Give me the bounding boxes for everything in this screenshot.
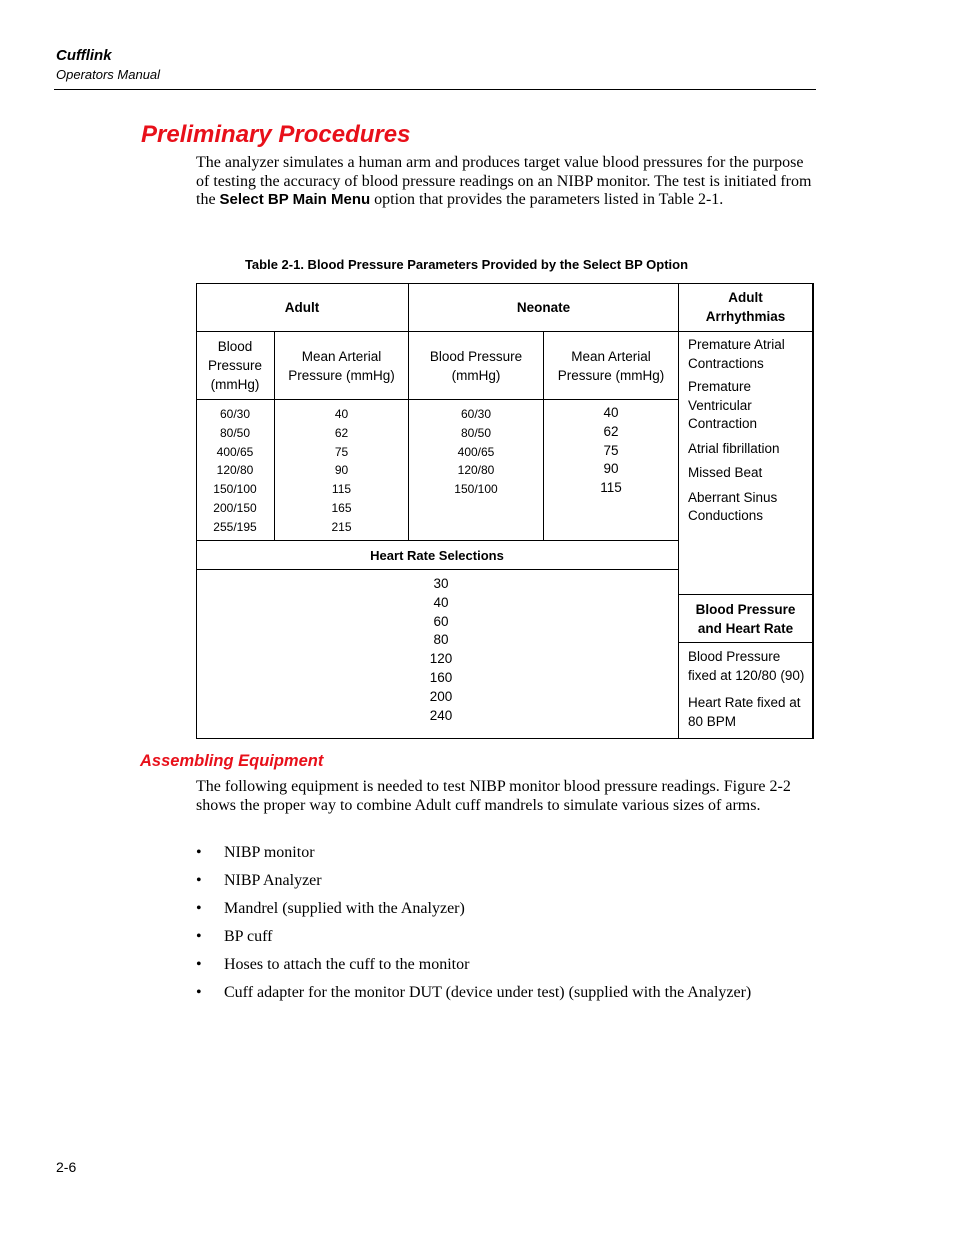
fixed-bp-hr-text — [688, 648, 814, 731]
header-arrhythmias-line2: Arrhythmias — [705, 309, 786, 324]
subheader-neonate-map — [544, 332, 678, 399]
heart-rate-value: 120 — [429, 651, 453, 667]
value-cell: 255/195 — [213, 519, 257, 534]
heart-rate-title: Heart Rate Selections — [370, 547, 504, 563]
neonate-map-values — [544, 404, 678, 498]
value-cell: 115 — [600, 480, 622, 496]
heart-rate-value: 30 — [433, 576, 449, 591]
header-subtitle: Operators Manual — [56, 67, 161, 82]
subheader-neonate-map-line: Pressure (mmHg) — [557, 367, 665, 383]
intro-paragraph — [196, 154, 816, 210]
heart-rate-value: 60 — [433, 613, 449, 629]
arrhythmia-line: Conductions — [688, 508, 764, 523]
bullet: • — [196, 928, 202, 945]
page-number: 2-6 — [56, 1159, 77, 1175]
arrhythmia-line: Premature — [688, 379, 752, 394]
heart-rate-value: 200 — [429, 688, 453, 704]
neonate-bp-values — [409, 405, 543, 499]
value-cell: 120/80 — [457, 463, 495, 478]
arrhythmia-item — [688, 336, 812, 373]
header-arrhythmias-line1: Adult — [728, 290, 763, 305]
header-adult: Adult — [284, 299, 320, 315]
subheader-neonate-map-line: Mean Arterial — [571, 348, 651, 364]
intro-text-a: The analyzer simulates a human arm and produces target value blood pressures for the purpose of testing the accuracy of blood pressure readings on an NIBP monitor. The test is initiated from the — [196, 154, 812, 209]
arrhythmia-item — [688, 464, 812, 483]
value-cell: 150/100 — [213, 482, 257, 497]
divider-heart-rate-title — [196, 569, 678, 570]
subheader-adult-map-line: Mean Arterial — [301, 348, 382, 364]
heart-rate-value: 160 — [429, 669, 453, 685]
value-cell: 75 — [603, 442, 619, 458]
value-cell: 60/30 — [219, 407, 251, 421]
arrhythmia-line: Premature Atrial — [688, 337, 785, 352]
adult-bp-values — [196, 405, 274, 537]
arrhythmia-line: Missed Beat — [688, 465, 763, 480]
bullet: • — [196, 956, 202, 973]
arrhythmia-line: Aberrant Sinus — [688, 489, 778, 505]
value-cell: 150/100 — [454, 482, 498, 497]
fixed-title-line: Blood Pressure — [695, 601, 796, 617]
header-rule — [54, 89, 816, 90]
subheader-adult-map — [275, 332, 408, 399]
bullet: • — [196, 984, 202, 1001]
subheader-adult-bp-line: (mmHg) — [210, 377, 260, 392]
heart-rate-value: 80 — [433, 632, 449, 648]
assembling-paragraph: The following equipment is needed to test NIBP monitor blood pressure readings. Figure 2-2 shows the proper way to combine Adult cuff mandrels to simulate various sizes of arms. — [196, 778, 791, 814]
subheader-adult-bp-line: Blood — [217, 339, 253, 354]
fixed-title-line: and Heart Rate — [697, 620, 794, 636]
table-caption: Table 2-1. Blood Pressure Parameters Provided by the Select BP Option — [244, 257, 689, 272]
list-item — [196, 871, 751, 899]
value-cell: 75 — [334, 444, 349, 459]
heart-rate-values — [196, 575, 686, 725]
list-item-text: NIBP monitor — [224, 844, 315, 861]
list-item-text: Hoses to attach the cuff to the monitor — [224, 956, 470, 973]
equipment-list — [196, 843, 751, 1011]
fixed-line: 80 BPM — [688, 713, 737, 729]
arrhythmia-line: Contraction — [688, 416, 758, 431]
value-cell: 215 — [331, 519, 352, 534]
intro-text-b: option that provides the parameters listed in Table 2-1. — [370, 191, 724, 209]
bp-parameters-table — [196, 283, 814, 739]
header-neonate: Neonate — [516, 299, 571, 315]
subheader-neonate-bp — [409, 332, 543, 399]
subheader-adult-map-line: Pressure (mmHg) — [288, 367, 395, 383]
value-cell: 115 — [331, 482, 352, 497]
arrhythmia-item — [688, 440, 812, 459]
value-cell: 120/80 — [216, 463, 254, 478]
list-item — [196, 927, 751, 955]
arrhythmias-list — [688, 336, 812, 526]
value-cell: 40 — [334, 407, 349, 421]
fixed-line: Heart Rate fixed at — [688, 695, 801, 710]
arrhythmia-line: Contractions — [688, 355, 764, 371]
adult-map-values — [275, 405, 408, 537]
value-cell: 165 — [331, 500, 352, 515]
fixed-line: Blood Pressure — [688, 649, 781, 664]
divider-subheader — [196, 399, 678, 400]
header-title: Cufflink — [56, 47, 112, 64]
list-item-text: Mandrel (supplied with the Analyzer) — [224, 900, 465, 917]
subheader-adult-bp-line: Pressure — [207, 358, 263, 373]
value-cell: 90 — [603, 461, 619, 477]
list-item-text: BP cuff — [224, 928, 273, 945]
list-item — [196, 899, 751, 927]
list-item — [196, 983, 751, 1011]
arrhythmia-item — [688, 489, 812, 526]
heart-rate-value: 240 — [429, 707, 453, 723]
list-item-text: Cuff adapter for the monitor DUT (device under test) (supplied with the Analyzer) — [224, 984, 752, 1001]
assembling-title: Assembling Equipment — [140, 752, 324, 770]
list-item — [196, 955, 751, 983]
heart-rate-value: 40 — [433, 594, 449, 610]
value-cell: 90 — [334, 463, 349, 478]
value-cell: 40 — [603, 405, 619, 420]
value-cell: 80/50 — [460, 425, 492, 440]
list-item — [196, 843, 751, 871]
subheader-neonate-bp-line: (mmHg) — [451, 367, 501, 383]
divider-fixed-title-bottom — [678, 642, 814, 643]
value-cell: 80/50 — [219, 425, 251, 440]
value-cell: 62 — [603, 423, 619, 439]
fixed-line: fixed at 120/80 (90) — [688, 667, 805, 683]
bullet: • — [196, 844, 202, 861]
header-adult-arrhythmias — [679, 283, 812, 331]
value-cell: 400/65 — [457, 444, 495, 459]
value-cell: 62 — [334, 425, 349, 440]
bullet: • — [196, 872, 202, 889]
value-cell: 400/65 — [216, 444, 254, 459]
arrhythmia-line: Ventricular — [688, 397, 752, 413]
value-cell: 60/30 — [460, 407, 492, 421]
section-title: Preliminary Procedures — [141, 121, 411, 148]
fixed-bp-hr-title — [679, 595, 812, 642]
intro-menu-name: Select BP Main Menu — [219, 191, 371, 209]
subheader-adult-bp — [196, 332, 274, 399]
arrhythmia-item — [688, 378, 812, 434]
subheader-neonate-bp-line: Blood Pressure — [429, 348, 523, 364]
bullet: • — [196, 900, 202, 917]
value-cell: 200/150 — [213, 500, 257, 515]
table-border-bottom — [196, 738, 814, 739]
list-item-text: NIBP Analyzer — [224, 872, 322, 889]
arrhythmia-line: Atrial fibrillation — [688, 440, 780, 456]
